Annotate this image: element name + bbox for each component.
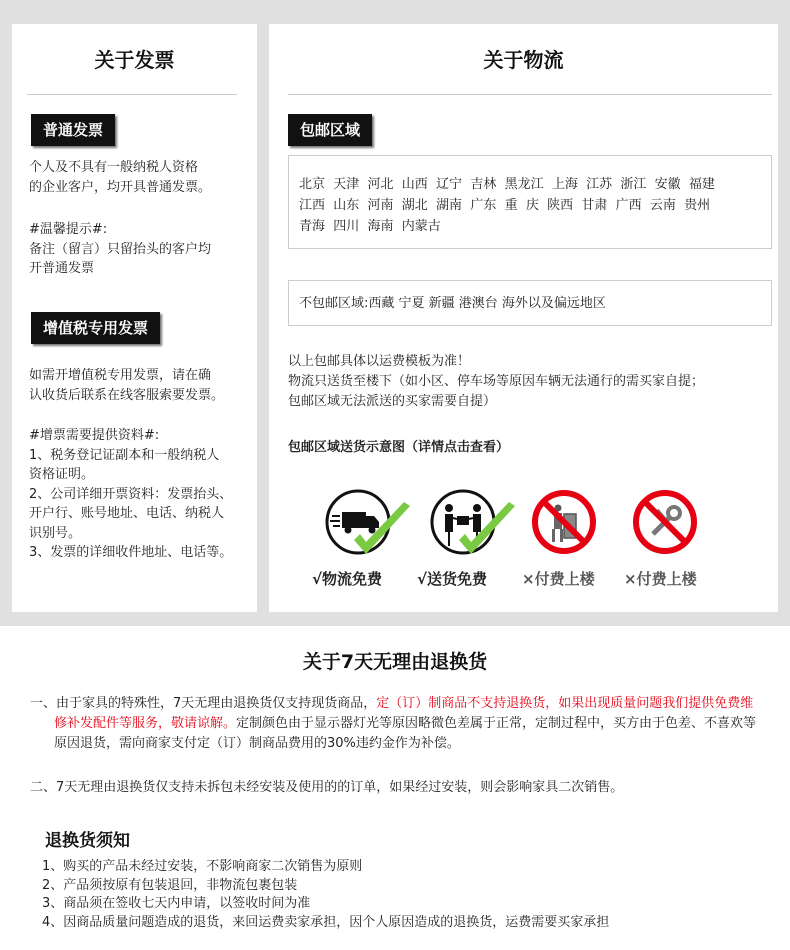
invoice-panel [12, 24, 257, 612]
service-label-installation: ×付费上楼 [624, 570, 697, 588]
installation-tools-icon [631, 488, 701, 558]
logistics-notes [288, 352, 704, 412]
vat-invoice-tag: 增值税专用发票 [31, 312, 160, 344]
logistics-title: 关于物流 [483, 48, 564, 72]
list-item: 4、因商品质量问题造成的退货，来回运费卖家承担，因个人原因造成的退换货，运费需要买家承担 [42, 914, 610, 930]
free-shipping-regions [288, 155, 772, 249]
list-item: 3、商品须在签收七天内申请，以签收时间为准 [42, 896, 311, 911]
service-label-delivery: √送货免费 [417, 570, 488, 588]
return-rule-2: 二、7天无理由退换货仅支持未拆包未经安装及使用的的订单，如果经过安装，则会影响家具二次销售。 [30, 780, 624, 795]
delivery-person-icon [427, 488, 517, 560]
logistics-note: 以上包邮具体以运费模板为准！ [288, 354, 471, 369]
normal-invoice-tag: 普通发票 [31, 114, 115, 146]
invoice-title-divider [27, 94, 237, 95]
delivery-diagram-link[interactable]: 包邮区域送货示意图（详情点击查看） [288, 440, 510, 455]
normal-invoice-description: 个人及不具有一般纳税人资格 的企业客户，均开具普通发票。 [29, 160, 212, 195]
invoice-tip-heading: #温馨提示#: [29, 222, 108, 237]
custom-goods-warning: 定（订）制商品不支持退换货，如果出现质量问题我们提供免费维修补发配件等服务，敬请谅解。 [54, 696, 754, 731]
invoice-tip [29, 220, 211, 279]
region-line: 青海 四川 海南 内蒙古 [299, 219, 441, 234]
vat-requirements-heading: #增票需要提供资料#: [29, 428, 160, 443]
excluded-regions: 不包邮区域:西藏 宁夏 新疆 港澳台 海外以及偏远地区 [288, 280, 772, 326]
free-shipping-tag: 包邮区域 [288, 114, 372, 146]
return-notice-list [42, 858, 609, 932]
invoice-title: 关于发票 [94, 48, 175, 72]
return-notice-title: 退换货须知 [45, 831, 130, 851]
vat-requirement-item: 1、税务登记证副本和一般纳税人 资格证明。 [29, 447, 220, 482]
return-rule-1: 一、由于家具的特殊性，7天无理由退换货仅支持现货商品，定（订）制商品不支持退换货，如果出现质量问题我们提供免费维修补发配件等服务，敬请谅解。定制颜色由于显示器灯光等原因略微色差属于正常，定制过程中，买方由于色差、不喜欢等原因退货，需向商家支付定（订）制商品费用的30%违约金作为补偿。 [30, 696, 757, 751]
vat-requirement-item: 2、公司详细开票资料：发票抬头、 开户行、账号地址、电话、纳税人 识别号。 [29, 486, 233, 541]
vat-requirement-item: 3、发票的详细收件地址、电话等。 [29, 545, 233, 560]
service-label-logistics: √物流免费 [312, 570, 383, 588]
region-line: 北京 天津 河北 山西 辽宁 吉林 黑龙江 上海 江苏 浙江 安徽 福建 [299, 177, 715, 192]
logistics-note: 物流只送货至楼下（如小区、停车场等原因车辆无法通行的需买家自提； [288, 374, 705, 389]
vat-requirements [29, 426, 232, 563]
logistics-note: 包邮区域无法派送的买家需要自提） [288, 394, 497, 409]
service-label-carry-upstairs: ×付费上楼 [522, 570, 595, 588]
list-item: 1、购买的产品未经过安装，不影响商家二次销售为原则 [42, 859, 363, 874]
vat-invoice-description: 如需开增值税专用发票，请在确 认收货后联系在线客服索要发票。 [29, 368, 225, 403]
list-item: 2、产品须按原有包装退回，非物流包裹包装 [42, 877, 298, 893]
logistics-title-divider [288, 94, 772, 95]
invoice-tip-body: 备注（留言）只留抬头的客户均 开普通发票 [29, 241, 212, 276]
carry-upstairs-icon [530, 488, 600, 558]
truck-icon [322, 488, 412, 560]
region-line: 江西 山东 河南 湖北 湖南 广东 重 庆 陕西 甘肃 广西 云南 贵州 [299, 198, 711, 213]
returns-title: 关于7天无理由退换货 [302, 651, 488, 673]
